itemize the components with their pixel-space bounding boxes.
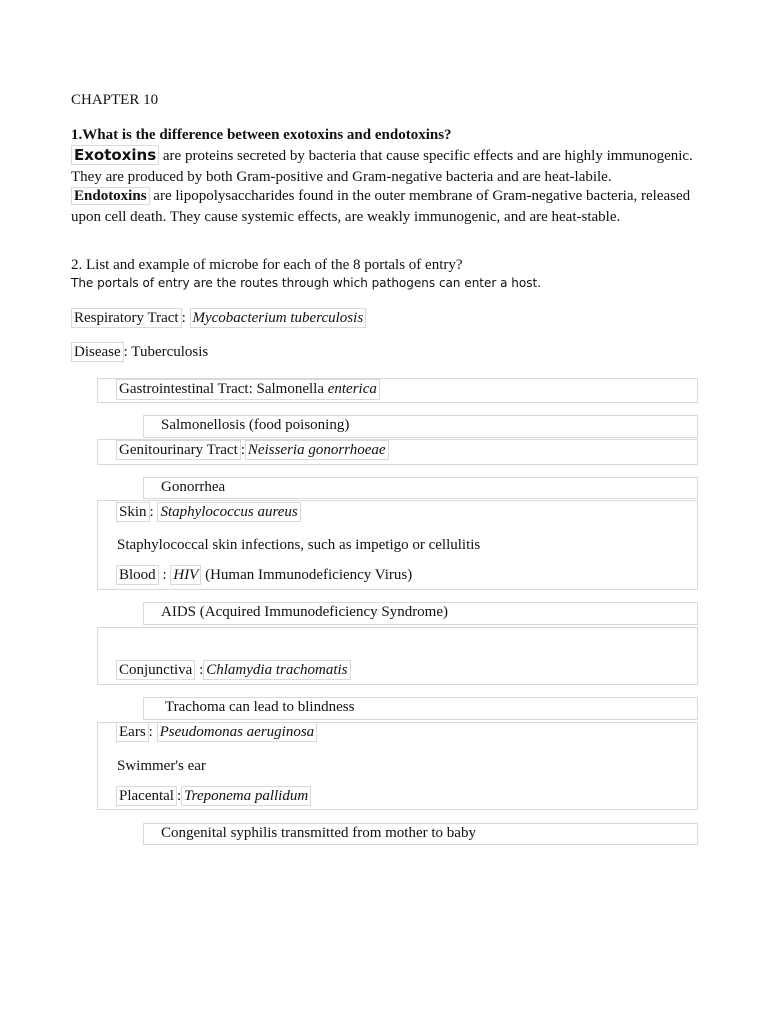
placental-sep: :	[176, 788, 182, 804]
endotoxins-description: are lipopolysaccharides found in the outer membrane of Gram-negative bacteria, released upon cell death. They cause systemic effects, are weakly immunogenic, and are heat-stable.	[71, 188, 691, 225]
exotoxins-description: are proteins secreted by bacteria that cause specific effects and are highly immunogenic. They are produced by both Gram-positive and Gram-negative bacteria and are heat-labile.	[71, 148, 693, 185]
skin-label: Skin	[116, 502, 150, 522]
genitourinary-microbe: Neisseria gonorrhoeae	[245, 440, 389, 460]
ears-disease: Swimmer's ear	[117, 758, 206, 774]
gastrointestinal-row	[116, 379, 380, 400]
gastrointestinal-microbe: enterica	[327, 381, 377, 397]
respiratory-disease: Tuberculosis	[127, 344, 209, 360]
gastrointestinal-disease: Salmonellosis (food poisoning)	[161, 417, 350, 433]
skin-row	[116, 504, 301, 521]
exotoxins-term: Exotoxins	[71, 145, 159, 165]
exotoxins-paragraph	[71, 145, 696, 187]
respiratory-sep: :	[181, 310, 186, 326]
placental-label: Placental	[116, 786, 177, 806]
placental-row	[116, 788, 311, 805]
respiratory-microbe: Mycobacterium tuberculosis	[190, 308, 367, 328]
question-2: 2. List and example of microbe for each of the 8 portals of entry?	[71, 257, 463, 273]
genitourinary-row	[116, 442, 389, 459]
question-1: 1.What is the difference between exotoxins and endotoxins?	[71, 127, 452, 143]
genitourinary-label: Genitourinary Tract	[116, 440, 241, 460]
respiratory-disease-row	[71, 344, 208, 361]
blood-disease: AIDS (Acquired Immunodeficiency Syndrome)	[161, 604, 449, 620]
blood-label: Blood	[116, 565, 159, 585]
portals-intro: The portals of entry are the routes through which pathogens can enter a host.	[71, 276, 542, 290]
ears-sep: :	[148, 724, 153, 740]
skin-sep: :	[149, 504, 154, 520]
skin-disease: Staphylococcal skin infections, such as impetigo or cellulitis	[117, 537, 481, 553]
genitourinary-disease-box	[143, 477, 698, 499]
respiratory-row	[71, 310, 366, 327]
conjunctiva-sep: :	[199, 662, 204, 678]
chapter-heading: CHAPTER 10	[71, 92, 159, 108]
gastrointestinal-label: Gastrointestinal Tract: Salmonella	[119, 381, 328, 397]
ears-label: Ears	[116, 722, 149, 742]
genitourinary-sep: :	[240, 442, 245, 458]
respiratory-label: Respiratory Tract	[71, 308, 182, 328]
disease-sep: :	[123, 344, 128, 360]
disease-label: Disease	[71, 342, 124, 362]
endotoxins-paragraph	[71, 186, 696, 227]
ears-microbe: Pseudomonas aeruginosa	[157, 722, 318, 742]
blood-microbe: HIV	[170, 565, 201, 585]
skin-microbe: Staphylococcus aureus	[157, 502, 300, 522]
blood-sep: :	[162, 567, 167, 583]
placental-microbe: Treponema pallidum	[181, 786, 311, 806]
conjunctiva-microbe: Chlamydia trachomatis	[203, 660, 350, 680]
conjunctiva-row	[116, 662, 351, 679]
ears-row	[116, 724, 317, 741]
blood-row	[116, 567, 412, 584]
blood-microbe-suffix: (Human Immunodeficiency Virus)	[201, 567, 413, 583]
genitourinary-disease: Gonorrhea	[161, 479, 226, 495]
conjunctiva-label: Conjunctiva	[116, 660, 195, 680]
endotoxins-term: Endotoxins	[71, 187, 150, 205]
conjunctiva-disease: Trachoma can lead to blindness	[165, 699, 355, 715]
placental-disease: Congenital syphilis transmitted from mother to baby	[161, 825, 476, 841]
